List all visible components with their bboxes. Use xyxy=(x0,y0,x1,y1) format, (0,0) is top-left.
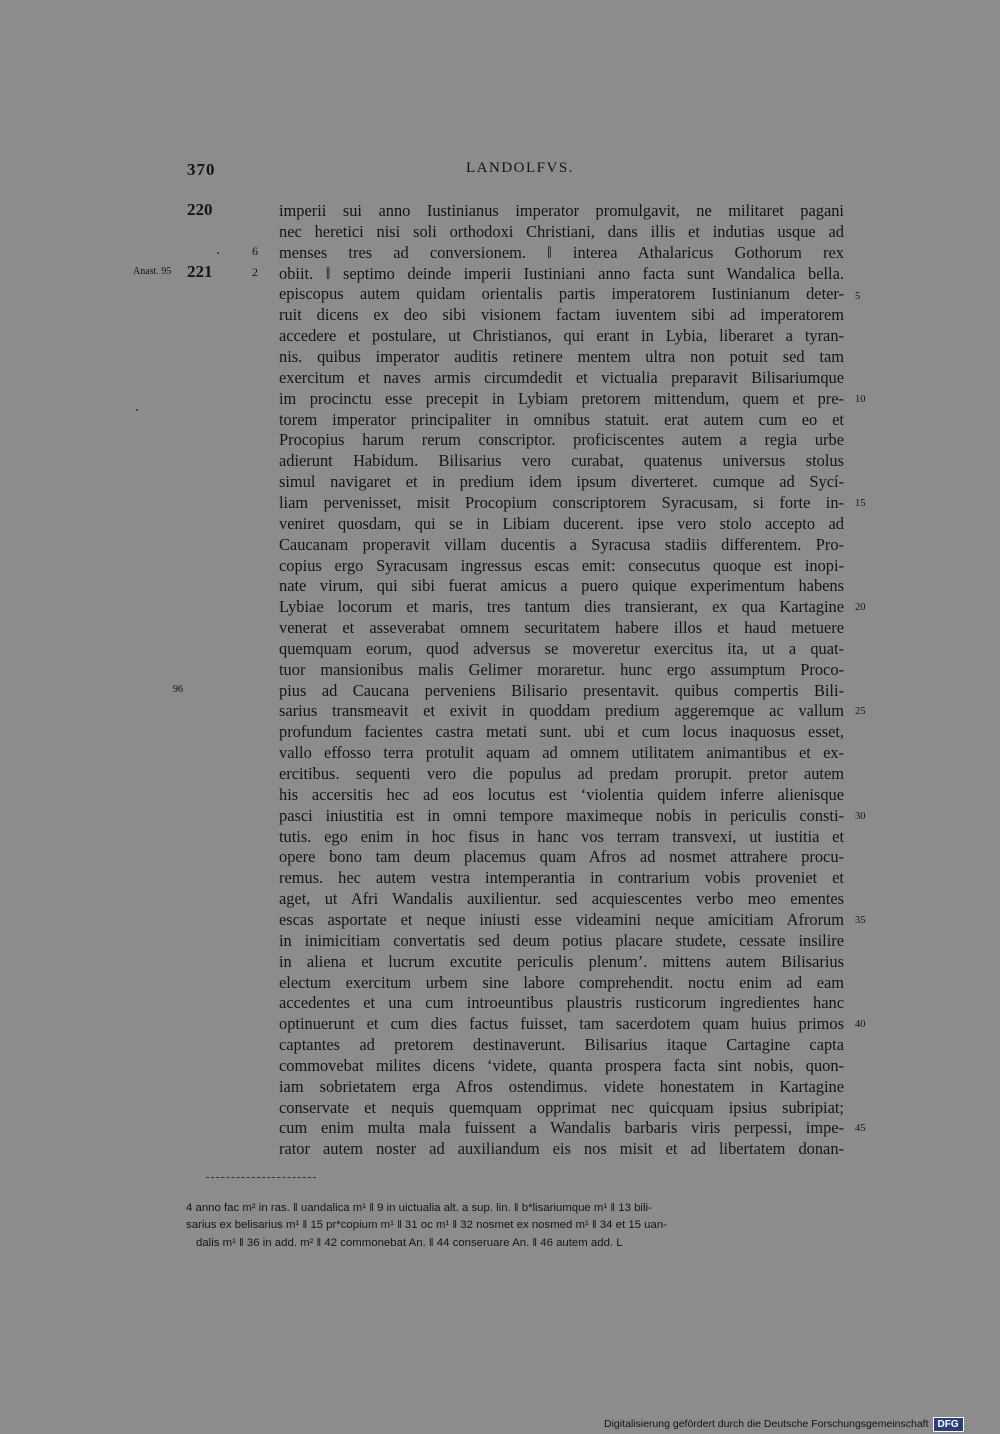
text-line: conservate et nequis quemquam opprimat nec quicquam ipsius subripiat; xyxy=(279,1097,844,1117)
line-number-45: 45 xyxy=(855,1123,866,1134)
text-line: nis. quibus imperator auditis retinere mentem ultra non potuit sed tam xyxy=(279,347,844,366)
text-line: copius ergo Syracusam ingressus escas emit: consecutus quoque est inopi- xyxy=(279,555,844,575)
text-line: in inimicitiam convertatis sed deum potius placare studete, cessate insilire xyxy=(279,930,844,950)
text-line: remus. hec autem vestra intemperantia in contrarium vobis proveniet et xyxy=(279,868,844,888)
margin-ref-96: 96 xyxy=(173,684,183,695)
footnote-line: dalis m¹ ‖ 36 in add. m² ‖ 42 commonebat An. ‖ 44 conseruare An. ‖ 46 autem add. L xyxy=(196,1237,623,1249)
line-number-30: 30 xyxy=(855,811,866,822)
text-line: his accersitis hec ad eos locutus est ‘violentia quidem inferre alienisque xyxy=(279,784,844,804)
text-line: episcopus autem quidam orientalis partis imperatorem Iustinianum deter- xyxy=(279,284,844,304)
margin-year-221: 221 xyxy=(187,262,213,281)
text-line: tuor mansionibus malis Gelimer moraretur. hunc ergo assumptum Proco- xyxy=(279,659,844,679)
text-line: vallo effosso terra protulit aquam ad omnem utilitatem animantibus et ex- xyxy=(279,743,844,763)
text-line: iam sobrietatem erga Afros ostendimus. videte honestatem in Kartagine xyxy=(279,1076,844,1096)
funding-credit-text: Digitalisierung gefördert durch die Deutsche Forschungsgemeinschaft xyxy=(604,1418,929,1430)
text-line: commovebat milites dicens ‘videte, quanta prospera facta sint nobis, quon- xyxy=(279,1055,844,1075)
text-line: venerat et asseverabat omnem securitatem habere illos et haud metuere xyxy=(279,618,844,637)
text-line: Lybiae locorum et maris, tres tantum dies transierant, ex qua Kartagine xyxy=(279,597,844,617)
text-line: im procinctu esse precepit in Lybiam pretorem mittendum, quem et pre- xyxy=(279,388,844,408)
text-line: adierunt Habidum. Bilisarius vero curabat, quatenus universus stolus xyxy=(279,451,844,471)
text-line: escas asportate et neque iniusti esse videamini neque amicitiam Afrorum xyxy=(279,909,844,929)
text-line: accedere et postulare, ut Christianos, qui erant in Lybia, liberaret a tyran- xyxy=(279,326,844,346)
text-line: opere bono tam deum placemus quam Afros ad nosmet attrahere procu- xyxy=(279,847,844,867)
text-line: sarius transmeavit et exivit in quoddam predium aggeremque ac vallum xyxy=(279,701,844,721)
text-line: ruit dicens ex deo sibi visionem factam iuventem sibi ad imperatorem xyxy=(279,305,844,325)
margin-dot xyxy=(217,252,219,254)
text-line: ercitibus. sequenti vero die populus ad predam prorupit. pretor autem xyxy=(279,764,844,783)
margin-dot xyxy=(136,409,138,411)
margin-year-220: 220 xyxy=(187,200,213,219)
text-line: pasci iniustitia est in omni tempore maximeque nobis in periculis consti- xyxy=(279,805,844,825)
text-line: veniret quosdam, qui se in Libiam ducerent. ipse vero stolo accepto ad xyxy=(279,513,844,533)
text-line: menses tres ad conversionem. ‖ interea Athalaricus Gothorum rex xyxy=(279,242,844,262)
text-line: cum enim multa mala fuissent a Wandalis barbaris viris perpessi, impe- xyxy=(279,1118,844,1138)
line-number-25: 25 xyxy=(855,706,866,717)
text-line: quemquam eorum, quod adversus se moveretur exercitus ita, ut a quat- xyxy=(279,638,844,658)
text-line: nate virum, qui sibi fuerat amicus a puero quique experimentum habens xyxy=(279,576,844,596)
dfg-logo: DFG xyxy=(933,1417,964,1432)
text-line: nec heretici nisi soli orthodoxi Christiani, dans illis et indutias usque ad xyxy=(279,221,844,241)
text-line: Caucanam properavit villam ducentis a Syracusa stadiis differentem. Pro- xyxy=(279,534,844,554)
text-line: liam pervenisset, misit Procopium conscriptorem Syracusam, si forte in- xyxy=(279,492,844,512)
margin-ref-anast: Anast. 95 xyxy=(133,266,172,277)
line-number-35: 35 xyxy=(855,915,866,926)
text-line: in aliena et lucrum excutite periculis plenum’. mittens autem Bilisarius xyxy=(279,951,844,971)
text-line: rator autem noster ad auxiliandum eis nos misit et ad libertatem donan- xyxy=(279,1139,844,1159)
line-number-40: 40 xyxy=(855,1019,866,1030)
text-line: obiit. ‖ septimo deinde imperii Iustiniani anno facta sunt Wandalica bella. xyxy=(279,263,844,283)
text-line: imperii sui anno Iustinianus imperator promulgavit, ne militaret pagani xyxy=(279,201,844,220)
footnote-line: 4 anno fac m² in ras. ‖ uandalica m¹ ‖ 9 in uictualia alt. a sup. lin. ‖ b*lisariumque m¹ ‖ 13 bili- xyxy=(186,1202,652,1214)
text-line: accedentes et una cum introeuntibus plaustris rusticorum ingredientes hanc xyxy=(279,993,844,1013)
text-line: tutis. ego enim in hoc fisus in hanc vos terram transvexi, ut iustitia et xyxy=(279,826,844,846)
inner-line-number-2: 2 xyxy=(252,265,258,279)
line-number-10: 10 xyxy=(855,394,866,405)
text-line: exercitum et naves armis circumdedit et victualia preparavit Bilisariumque xyxy=(279,367,844,387)
line-number-20: 20 xyxy=(855,602,866,613)
text-line: simul navigaret et in predium idem ipsum diverteret. cumque ad Sycí- xyxy=(279,472,844,492)
line-number-5: 5 xyxy=(855,291,861,302)
footnote-line: sarius ex belisarius m¹ ‖ 15 pr*copium m¹ ‖ 31 oc m¹ ‖ 32 nosmet ex nosmed m¹ ‖ 34 et 15 uan- xyxy=(186,1219,667,1231)
footnote-rule xyxy=(206,1177,316,1178)
text-line: torem imperator principaliter in omnibus statuit. erat autem cum eo et xyxy=(279,409,844,429)
text-line: profundum facientes castra metati sunt. ubi et cum locus inaquosus esset, xyxy=(279,722,844,742)
text-line: pius ad Caucana perveniens Bilisario presentavit. quibus compertis Bili- xyxy=(279,680,844,700)
page-number: 370 xyxy=(187,160,216,179)
running-title: LANDOLFVS. xyxy=(466,160,574,176)
inner-line-number-6: 6 xyxy=(252,244,258,258)
funding-credit-bar xyxy=(604,1416,964,1432)
text-line: optinuerunt et cum dies factus fuisset, tam sacerdotem quam huius primos xyxy=(279,1014,844,1034)
text-line: aget, ut Afri Wandalis auxilientur. sed acquiescentes verbo meo ementes xyxy=(279,889,844,909)
text-line: electum exercitum urbem sine labore comprehendit. noctu enim ad eam xyxy=(279,972,844,992)
line-number-15: 15 xyxy=(855,498,866,509)
text-line: captantes ad pretorem destinaverunt. Bilisarius itaque Cartagine capta xyxy=(279,1035,844,1054)
text-line: Procopius harum rerum conscriptor. proficiscentes autem a regia urbe xyxy=(279,430,844,450)
